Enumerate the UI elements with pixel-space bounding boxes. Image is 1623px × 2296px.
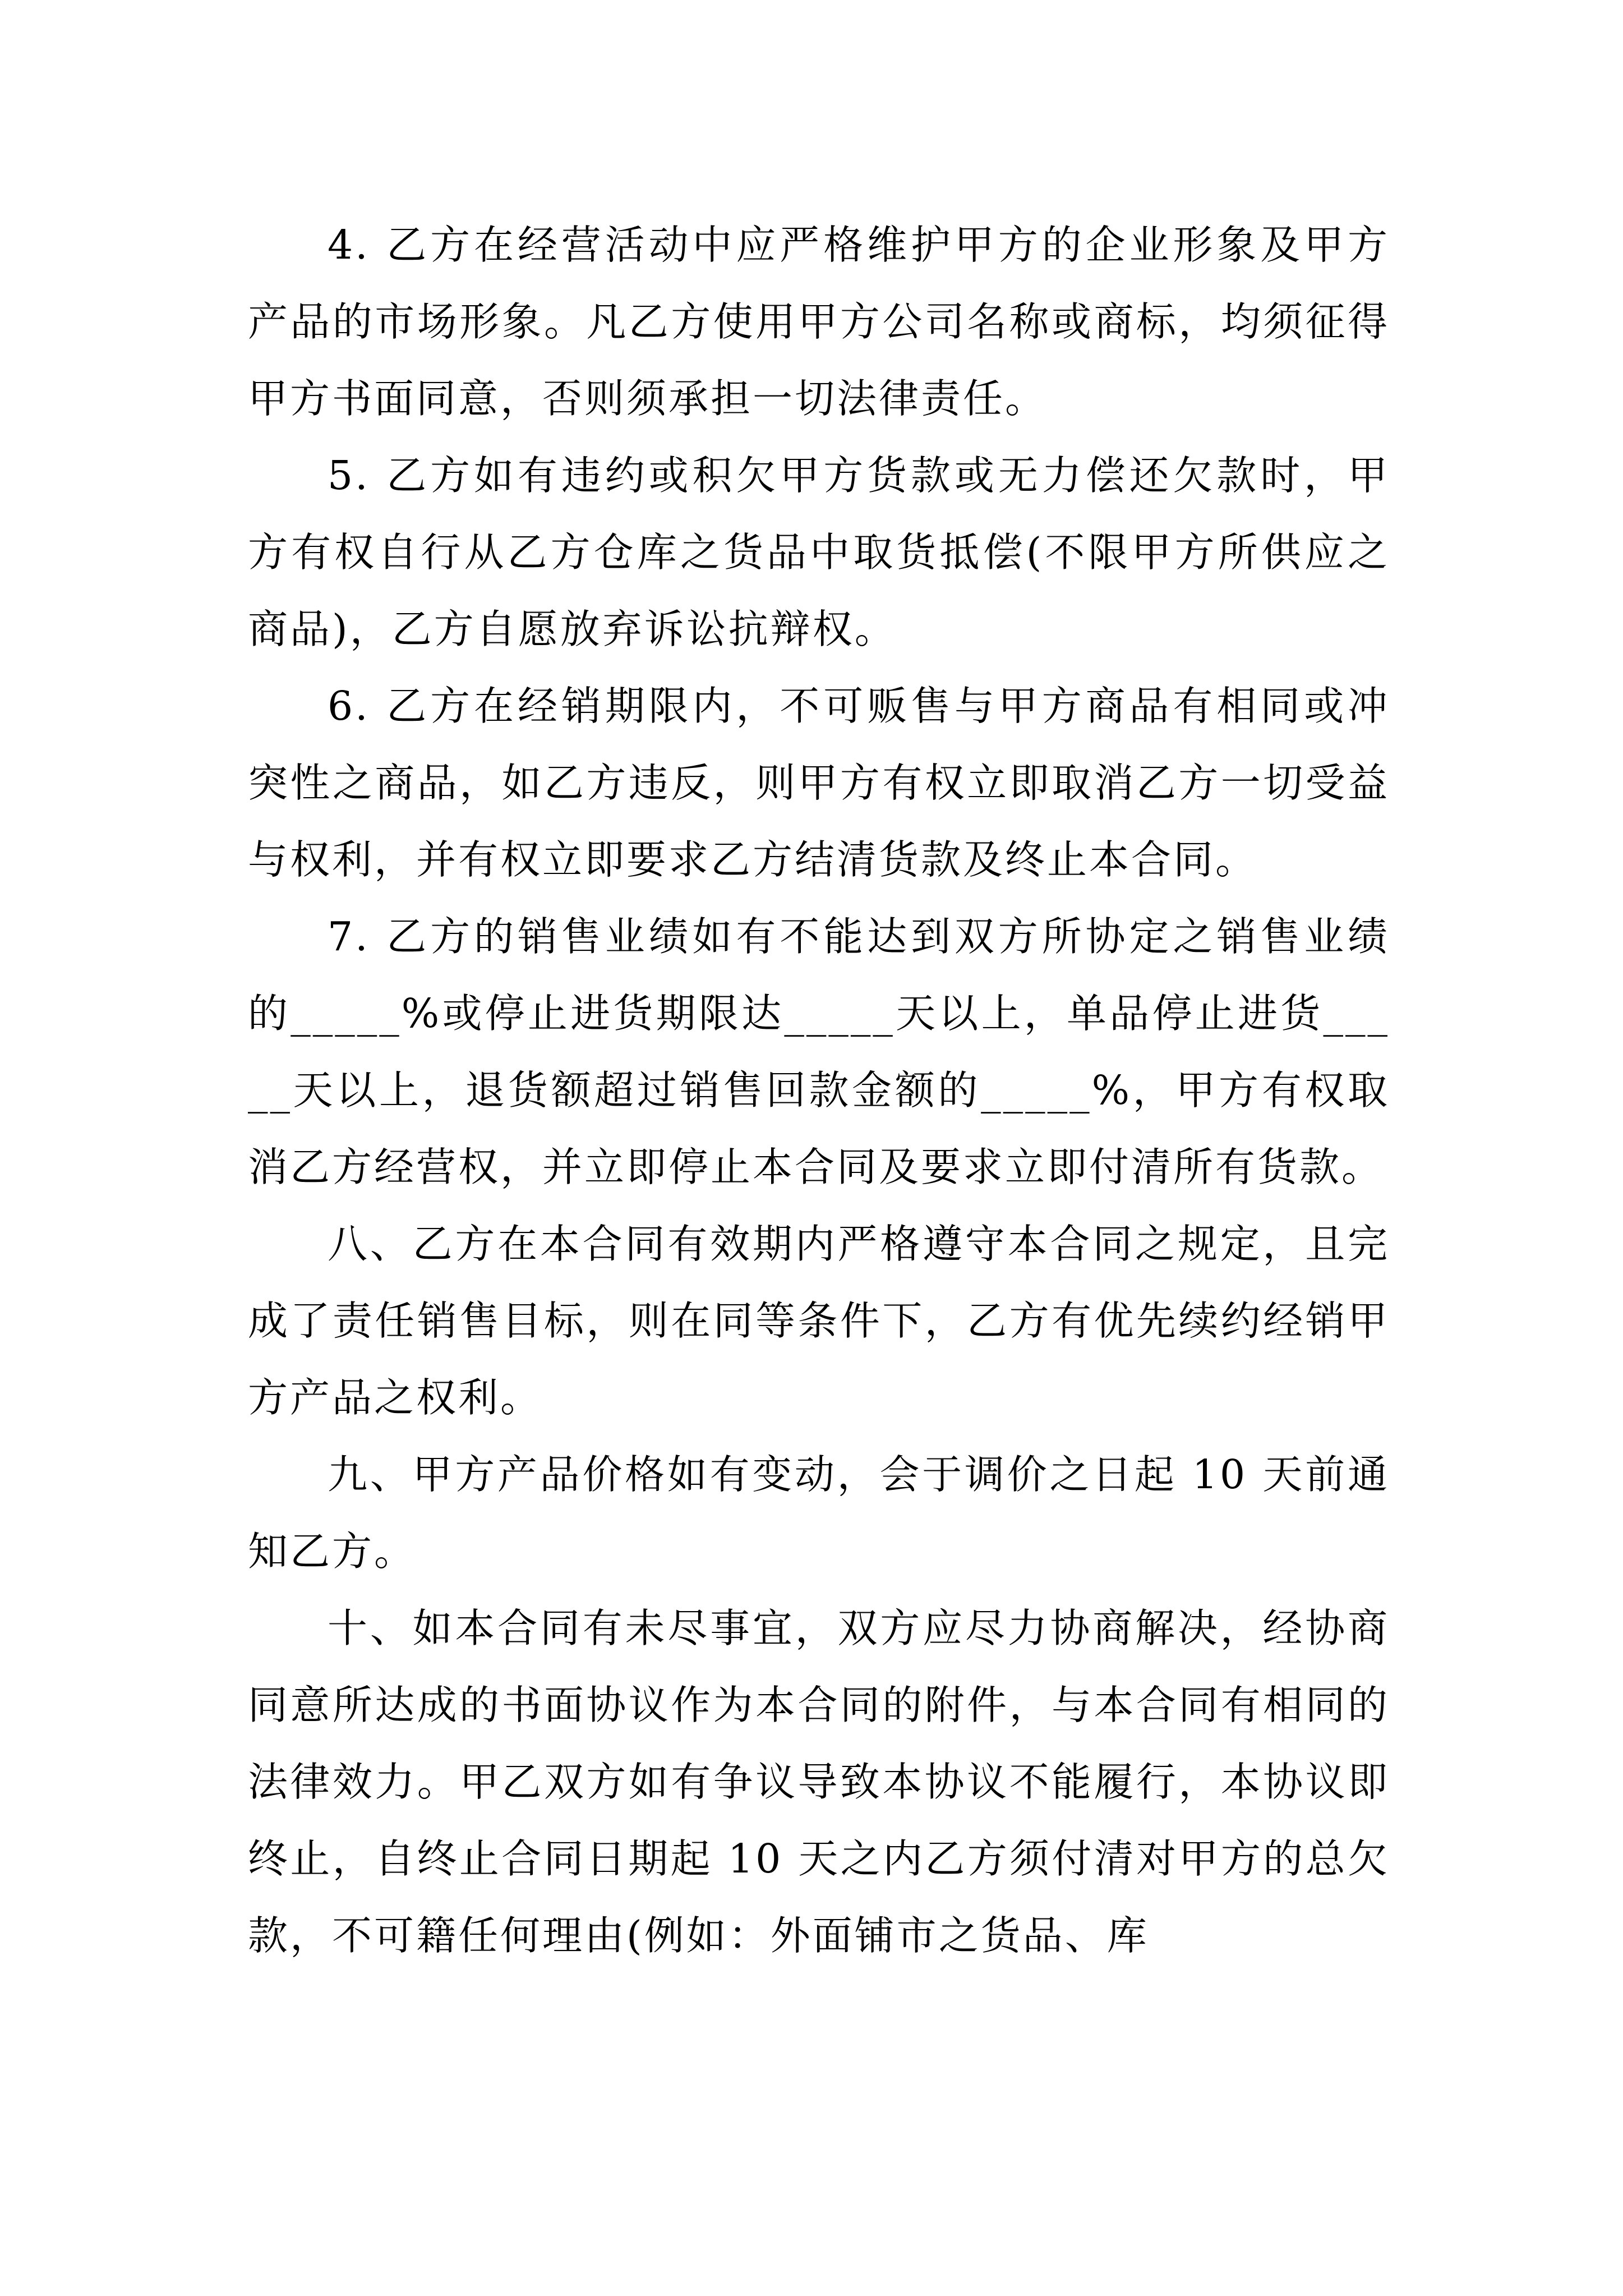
- section-10-paragraph: 十、如本合同有未尽事宜，双方应尽力协商解决，经协商同意所达成的书面协议作为本合同的附件，与本合同有相同的法律效力。甲乙双方如有争议导致本协议不能履行，本协议即终止，自终止合同日期起 10 天之内乙方须付清对甲方的总欠款，不可籍任何理由(例如：外面铺市之货品、库: [248, 1605, 1390, 1959]
- clause-7-paragraph: 7. 乙方的销售业绩如有不能达到双方所协定之销售业绩的_____%或停止进货期限达_____天以上，单品停止进货_____天以上，退货额超过销售回款金额的_____%，甲方有权取消乙方经营权，并立即停止本合同及要求立即付清所有货款。: [248, 913, 1390, 1190]
- clause-6-paragraph: 6. 乙方在经销期限内，不可贩售与甲方商品有相同或冲突性之商品，如乙方违反，则甲方有权立即取消乙方一切受益与权利，并有权立即要求乙方结清货款及终止本合同。: [248, 683, 1390, 883]
- clause-4-paragraph: 4. 乙方在经营活动中应严格维护甲方的企业形象及甲方产品的市场形象。凡乙方使用甲方公司名称或商标，均须征得甲方书面同意，否则须承担一切法律责任。: [248, 222, 1390, 422]
- contract-body: [248, 206, 1390, 1974]
- section-9-paragraph: 九、甲方产品价格如有变动，会于调价之日起 10 天前通知乙方。: [248, 1451, 1390, 1575]
- clause-5-paragraph: 5. 乙方如有违约或积欠甲方货款或无力偿还欠款时，甲方有权自行从乙方仓库之货品中取货抵偿(不限甲方所供应之商品)，乙方自愿放弃诉讼抗辩权。: [248, 452, 1390, 652]
- section-8-paragraph: 八、乙方在本合同有效期内严格遵守本合同之规定，且完成了责任销售目标，则在同等条件下，乙方有优先续约经销甲方产品之权利。: [248, 1221, 1390, 1421]
